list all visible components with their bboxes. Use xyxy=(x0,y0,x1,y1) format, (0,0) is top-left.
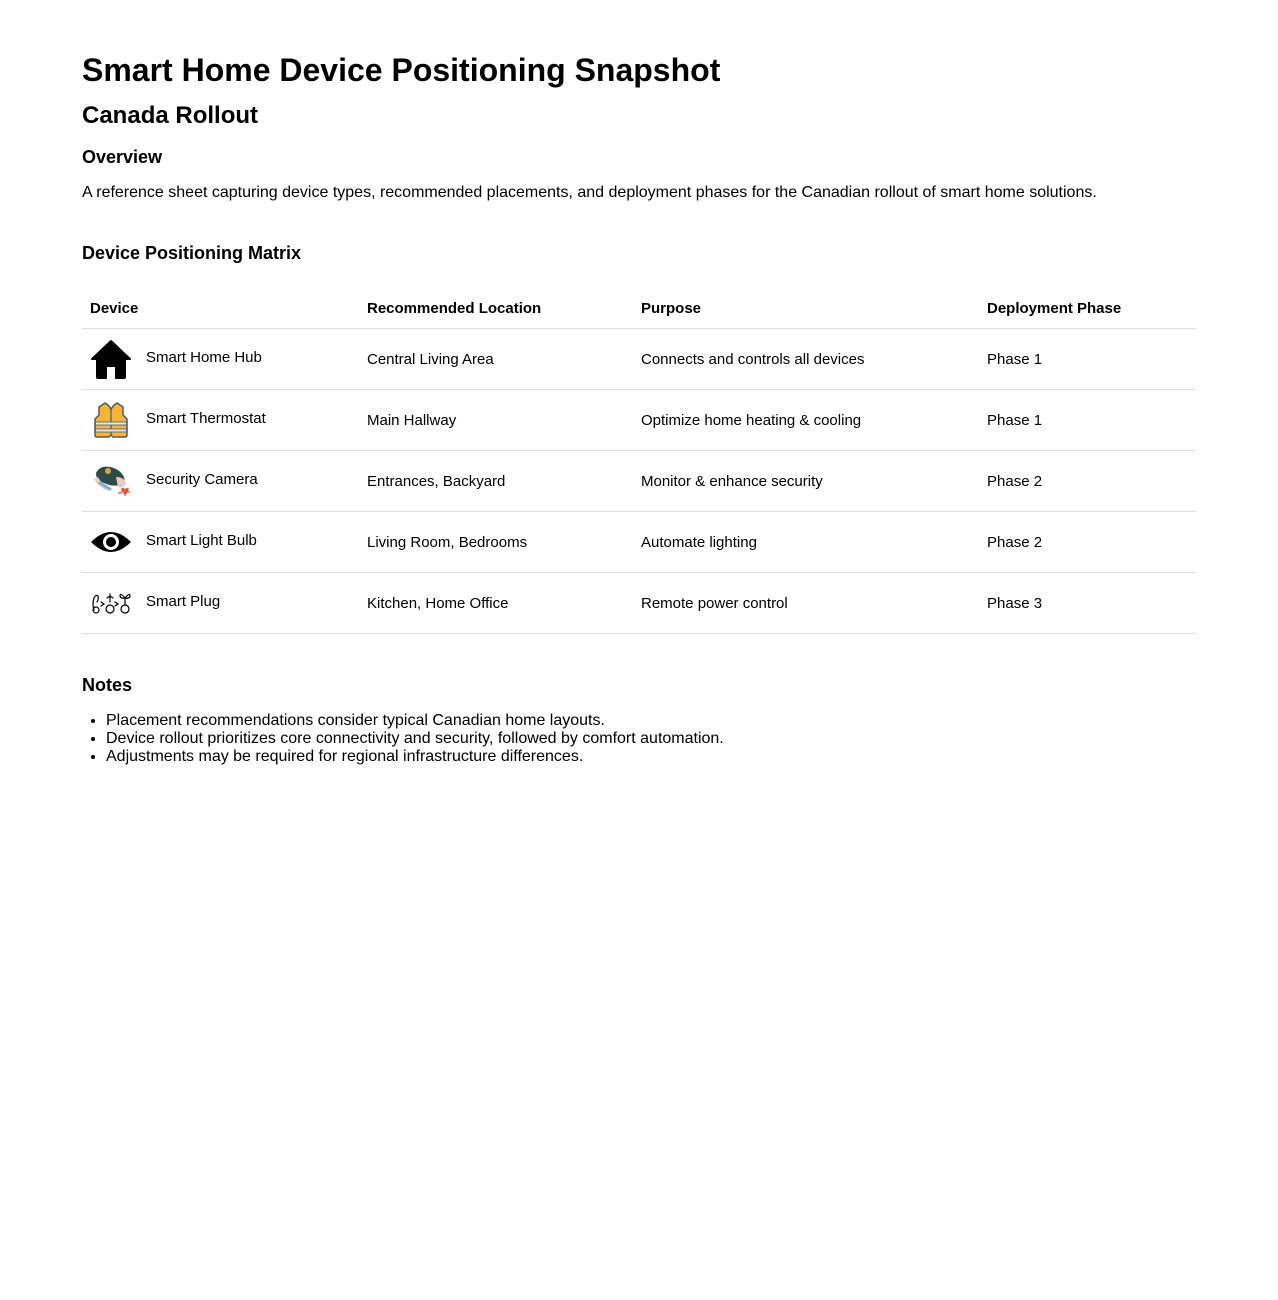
column-header-purpose: Purpose xyxy=(633,290,979,329)
device-name: Smart Thermostat xyxy=(146,409,266,427)
location-cell: Living Room, Bedrooms xyxy=(359,512,633,573)
device-cell xyxy=(82,390,359,451)
seed-growth-icon xyxy=(90,582,132,624)
phase-cell: Phase 2 xyxy=(979,451,1196,512)
phase-cell: Phase 1 xyxy=(979,329,1196,390)
purpose-cell: Optimize home heating & cooling xyxy=(633,390,979,451)
device-name: Smart Light Bulb xyxy=(146,531,257,549)
device-name: Security Camera xyxy=(146,470,258,488)
eye-icon xyxy=(90,521,132,563)
overview-text: A reference sheet capturing device types, recommended placements, and deployment phases for the Canadian rollout of smart home solutions. xyxy=(82,184,1097,201)
location-cell: Central Living Area xyxy=(359,329,633,390)
table-row xyxy=(82,573,1196,634)
overview-heading: Overview xyxy=(82,147,163,167)
purpose-cell: Automate lighting xyxy=(633,512,979,573)
phase-cell: Phase 1 xyxy=(979,390,1196,451)
matrix-heading: Device Positioning Matrix xyxy=(82,243,302,263)
animal-health-monitor-icon xyxy=(90,460,132,502)
safety-vest-icon xyxy=(90,399,132,441)
table-header-row xyxy=(82,290,1196,329)
device-name: Smart Home Hub xyxy=(146,348,262,366)
column-header-phase: Deployment Phase xyxy=(979,290,1196,329)
location-cell: Kitchen, Home Office xyxy=(359,573,633,634)
page-subtitle: Canada Rollout xyxy=(82,102,259,129)
page-title: Smart Home Device Positioning Snapshot xyxy=(82,52,721,88)
table-row xyxy=(82,390,1196,451)
device-positioning-table xyxy=(82,290,1196,634)
device-cell xyxy=(82,451,359,512)
phase-cell: Phase 3 xyxy=(979,573,1196,634)
device-cell xyxy=(82,573,359,634)
phase-cell: Phase 2 xyxy=(979,512,1196,573)
location-cell: Entrances, Backyard xyxy=(359,451,633,512)
note-item: • Device rollout prioritizes core connectivity and security, followed by comfort automation. xyxy=(106,730,1196,748)
table-row xyxy=(82,329,1196,390)
note-item: • Placement recommendations consider typical Canadian home layouts. xyxy=(106,712,1196,730)
notes-list xyxy=(82,712,1196,766)
location-cell: Main Hallway xyxy=(359,390,633,451)
purpose-cell: Connects and controls all devices xyxy=(633,329,979,390)
column-header-location: Recommended Location xyxy=(359,290,633,329)
device-cell xyxy=(82,329,359,390)
notes-heading: Notes xyxy=(82,675,133,695)
note-item: • Adjustments may be required for regional infrastructure differences. xyxy=(106,748,1196,766)
house-icon xyxy=(90,338,132,380)
table-row xyxy=(82,512,1196,573)
purpose-cell: Monitor & enhance security xyxy=(633,451,979,512)
table-row xyxy=(82,451,1196,512)
device-cell xyxy=(82,512,359,573)
purpose-cell: Remote power control xyxy=(633,573,979,634)
column-header-device: Device xyxy=(82,290,359,329)
device-name: Smart Plug xyxy=(146,592,221,610)
